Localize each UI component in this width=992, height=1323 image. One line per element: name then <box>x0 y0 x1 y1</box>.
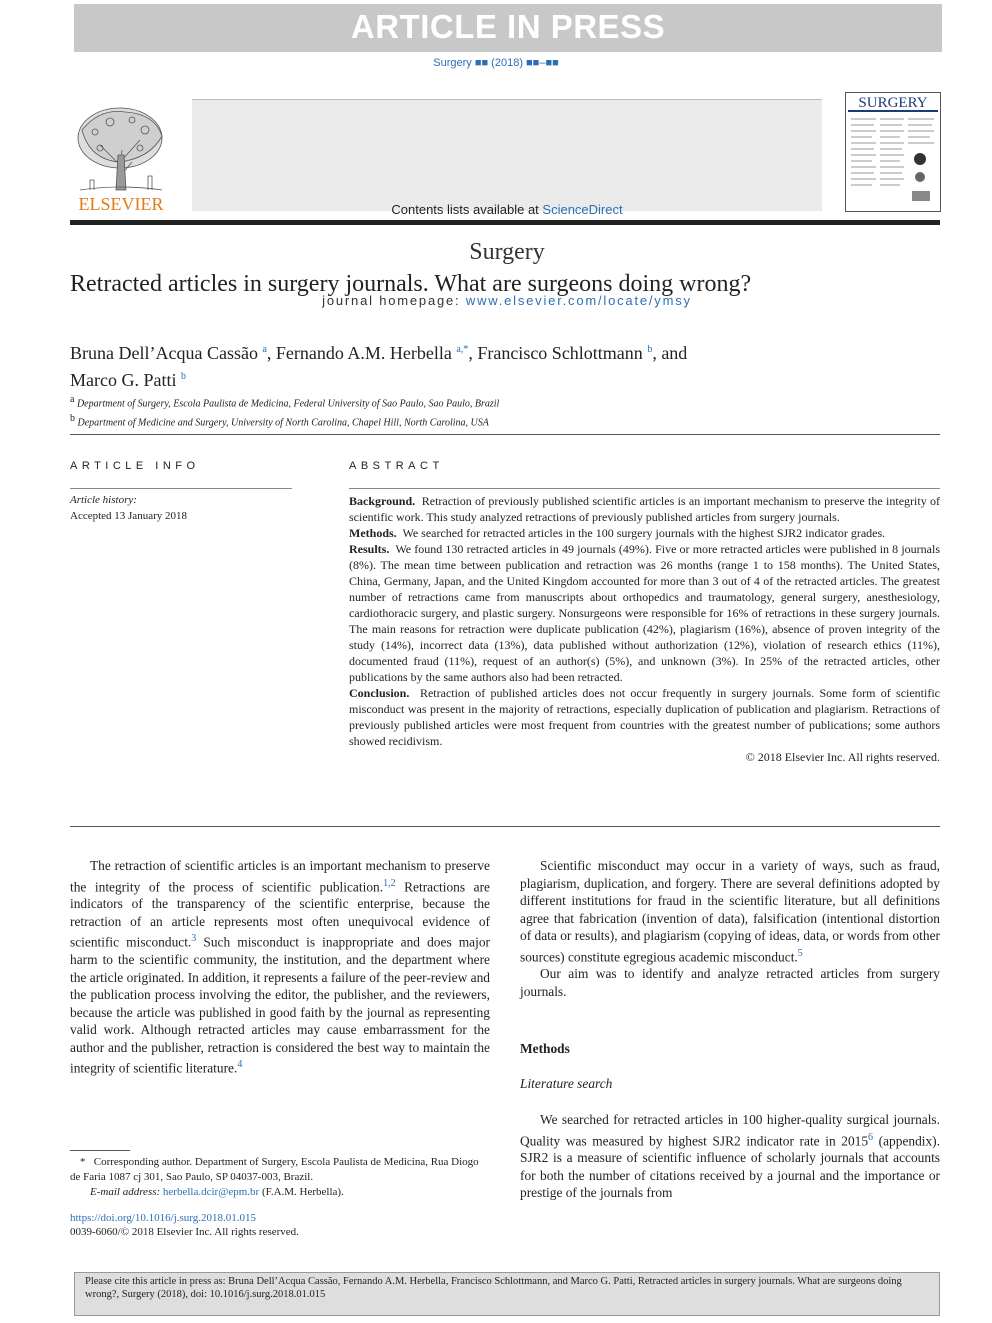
journal-cover-thumbnail <box>845 92 941 212</box>
body-right-column-continued <box>520 1111 940 1202</box>
article-history: Article history: Accepted 13 January 2018 <box>70 494 187 522</box>
svg-text:ELSEVIER: ELSEVIER <box>78 194 164 214</box>
body-paragraph: Scientific misconduct may occur in a variety of ways, such as fraud, plagiarism, duplication, and forgery. There are several definitions adopted by different institutions for fraud in the scientific literature, but all definitions agree that fabrication (invention of data), falsification (intentional distortion of data or results), and plagiarism (copying of ideas, data, or words from other sources) constitute egregious academic misconduct.$^5$ <box>520 858 940 964</box>
doi-link[interactable]: https://doi.org/10.1016/j.surg.2018.01.015 <box>70 1212 256 1224</box>
reference-link[interactable]: 5 <box>797 947 803 959</box>
affiliation-item: $^a$ Department of Surgery, Escola Paulista de Medicina, Federal University of Sao Paulo, Sao Paulo, Brazil <box>70 394 500 410</box>
article-info-rule <box>70 488 292 489</box>
body-paragraph: The retraction of scientific articles is an important mechanism to preserve the integrity of the process of scientific publication.$^{1,2}$ Retractions are indicators of the transparency of the scientific enterprise, because the retraction of an article represents most often unequivocal evidence of scientific misconduct.$^3$ Such misconduct is inappropriate and does major harm to the scientific community, the institution, and the department where the article originated. In addition, it represents a failure of the peer-review and the publication process involving the editor, the publisher, and the reviewers, because the article was published in good faith by the journal as representing valid work. Although retracted articles may cause embarrassment for the author and the publisher, retraction is considered the best way to maintain the integrity of scientific literature.$^4$ <box>70 858 490 1076</box>
elsevier-tree-icon <box>70 100 172 214</box>
header-rule <box>70 220 940 225</box>
elsevier-logo <box>70 100 172 214</box>
abstract-copyright: © 2018 Elsevier Inc. All rights reserved. <box>745 750 940 764</box>
author-affiliation-mark[interactable]: a <box>262 344 267 355</box>
abstract-results: Results. We found 130 retracted articles in 49 journals (49%). Five or more retracted articles were published in 8 journals (8%). The mean time between publication and retraction was 26 months (range 1 to 158 months). The United States, China, Germany, Japan, and the United Kingdom accounted for more than 3 out of 4 of the retracted articles. The greatest number of retractions came from manuscripts about orthopedics and traumatology, general surgery, anesthesiology, cardiothoracic surgery, and plastic surgery. Nonsurgeons were responsible for 16% of retractions in these surgery journals. The main reasons for retraction were duplicate publication (42%), plagiarism (16%), absence of proven integrity of the study (14%), incorrect data (13%), data published without authorization (12%), violation of research ethics (11%), documented fraud (11%), request of an author(s) (5%), and unknown (3%). In 25% of the retracted articles, other publications by the same authors also had been retracted. <box>349 542 940 684</box>
citation-box: Please cite this article in press as: Bruna Dell’Acqua Cassão, Fernando A.M. Herbella, Francisco Schlottmann, and Marco G. Patti, Retracted articles in surgery journals. What are surgeons doing wrong?, Surgery (2018), doi: 10.1016/j.surg.2018.01.015 <box>74 1272 940 1316</box>
sciencedirect-link[interactable]: ScienceDirect <box>542 202 623 217</box>
reference-link[interactable]: 4 <box>237 1059 243 1071</box>
abstract-conclusion: Conclusion. Retraction of published articles does not occur frequently in surgery journals. Some form of scientific misconduct was present in the majority of retractions, especially duplication of publication and plagiarism. Retractions of previously published articles were most frequent from countries with the greatest number of publications; some authors showed recidivism. <box>349 686 941 748</box>
corresponding-author-footnote: * Corresponding author. Department of Surgery, Escola Paulista de Medicina, Rua Diogo de Faria 1087 cj 301, Sao Paulo, SP 04037-003, Brazil. E-mail address: herbella.dcir@epm.br (F.A.M. Herbella). <box>70 1156 479 1198</box>
author-name[interactable]: Bruna Dell’Acqua Cassão <box>70 343 258 363</box>
abstract-heading: ABSTRACT <box>349 460 444 472</box>
author-name[interactable]: Marco G. Patti <box>70 370 177 390</box>
footnote-rule <box>70 1150 130 1151</box>
article-in-press-banner: ARTICLE IN PRESS <box>74 4 942 52</box>
affiliation-item: $^b$ Department of Medicine and Surgery, University of North Carolina, Chapel Hill, North Carolina, USA <box>70 413 489 429</box>
body-right-column <box>520 857 940 1000</box>
contents-line: Contents lists available at ScienceDirect <box>391 202 623 217</box>
abstract-body <box>349 493 940 765</box>
author-affiliation-mark[interactable]: b <box>180 371 186 382</box>
reference-link[interactable]: 6 <box>868 1131 874 1143</box>
author-name[interactable]: Francisco Schlottmann <box>477 343 643 363</box>
literature-search-heading: Literature search <box>520 1076 613 1091</box>
affiliations <box>70 392 870 431</box>
abstract-methods: Methods. We searched for retracted articles in the 100 surgery journals with the highest SJR2 indicator grades. <box>349 526 886 540</box>
author-name[interactable]: Fernando A.M. Herbella <box>275 343 452 363</box>
author-list: Bruna Dell’Acqua Cassão $^a$, Fernando A.M. Herbella $^{a,*}$, Francisco Schlottmann $^b$, and Marco G. Patti $^b$ <box>70 343 688 390</box>
issn-line: 0039-6060/© 2018 Elsevier Inc. All rights reserved. <box>70 1226 299 1238</box>
author-affiliation-mark[interactable]: b <box>647 344 653 355</box>
journal-homepage: journal homepage: www.elsevier.com/locate/ymsy <box>322 293 692 308</box>
article-info-heading: ARTICLE INFO <box>70 460 200 472</box>
section-divider <box>70 434 940 435</box>
body-paragraph: Our aim was to identify and analyze retracted articles from surgery journals. <box>520 966 940 999</box>
reference-link[interactable]: 3 <box>191 933 197 945</box>
abstract-rule <box>349 488 940 489</box>
svg-text:SURGERY: SURGERY <box>858 95 928 111</box>
article-title: Retracted articles in surgery journals. What are surgeons doing wrong? <box>70 271 752 297</box>
body-paragraph: We searched for retracted articles in 100 higher-quality surgical journals. Quality was measured by highest SJR2 indicator rate in 2015$^6$ (appendix). SJR2 is a measure of scientific influence of scholarly journals that accounts for both the number of citations received by a journal and the importance or prestige of the journals from <box>520 1112 940 1201</box>
body-left-column <box>70 857 490 1077</box>
author-affiliation-mark[interactable]: a,* <box>456 344 469 355</box>
section-divider <box>70 826 940 827</box>
journal-name: Surgery <box>469 239 545 265</box>
homepage-link[interactable]: www.elsevier.com/locate/ymsy <box>465 293 692 308</box>
methods-heading: Methods <box>520 1041 570 1056</box>
email-link[interactable]: herbella.dcir@epm.br <box>162 1186 260 1198</box>
reference-link[interactable]: 1,2 <box>383 877 396 889</box>
abstract-background: Background. Retraction of previously published scientific articles is an important mechanism to preserve the integrity of scientific work. This study analyzed retractions of previously published articles from surgery journals. <box>349 494 940 524</box>
journal-citation-link[interactable]: Surgery ■■ (2018) ■■–■■ <box>433 57 559 69</box>
